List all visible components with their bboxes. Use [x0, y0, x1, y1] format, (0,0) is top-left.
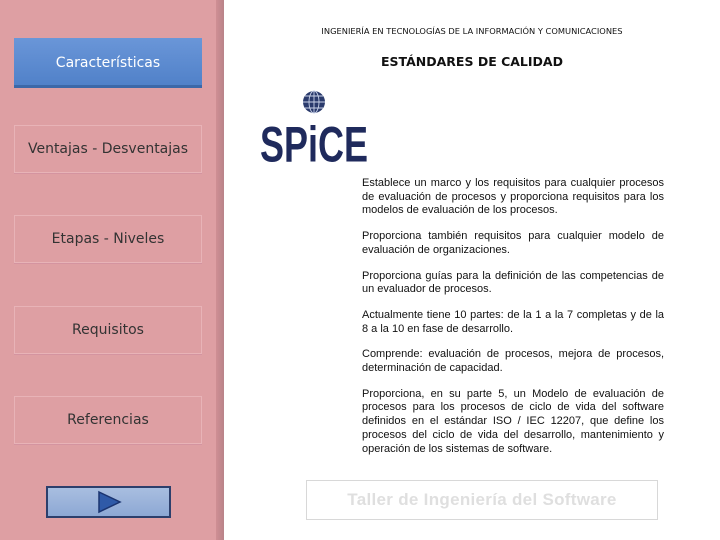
- sidebar: [0, 0, 224, 540]
- page-title: ESTÁNDARES DE CALIDAD: [381, 54, 563, 69]
- sidebar-edge: [216, 0, 224, 540]
- globe-icon: [303, 91, 325, 113]
- nav-item-label: Ventajas - Desventajas: [27, 141, 189, 157]
- nav-item-label: Requisitos: [72, 322, 144, 338]
- nav-item-referencias[interactable]: [14, 396, 202, 444]
- nav-item-etapas-niveles[interactable]: [14, 215, 202, 263]
- play-icon: [96, 491, 122, 513]
- nav-item-label: Referencias: [67, 412, 149, 428]
- content-text: [362, 177, 664, 468]
- course-header: INGENIERÍA EN TECNOLOGÍAS DE LA INFORMACIÓN Y COMUNICACIONES: [321, 26, 623, 36]
- nav-item-label: Características: [55, 55, 161, 71]
- content-paragraph: Establece un marco y los requisitos para cualquier procesos de evaluación de procesos y proporciona requisitos para los modelos de evaluación de los procesos.: [362, 177, 664, 217]
- nav-item-caracteristicas[interactable]: [14, 38, 202, 88]
- spice-logo: [258, 86, 370, 173]
- content-paragraph: Proporciona, en su parte 5, un Modelo de evaluación de procesos para los procesos de ciclo de vida del software definidos en el estándar ISO / IEC 12207, que define los procesos del ciclo de vida del desarrollo, mantenimiento y operación de los sistemas de software.: [362, 387, 664, 455]
- nav-item-ventajas-desventajas[interactable]: [14, 125, 202, 173]
- svg-text:SPiCE: SPiCE: [260, 116, 368, 173]
- content-paragraph: Proporciona guías para la definición de las competencias de un evaluador de procesos.: [362, 269, 664, 296]
- watermark-text: Taller de Ingeniería del Software: [347, 490, 617, 509]
- watermark: [306, 480, 658, 520]
- content-paragraph: Actualmente tiene 10 partes: de la 1 a la 7 completas y de la 8 a la 10 en fase de desarrollo.: [362, 308, 664, 335]
- content-paragraph: Proporciona también requisitos para cualquier modelo de evaluación de organizaciones.: [362, 230, 664, 256]
- nav-item-label: Etapas - Niveles: [51, 231, 165, 247]
- nav-item-requisitos[interactable]: [14, 306, 202, 354]
- play-button[interactable]: [46, 486, 171, 518]
- content-paragraph: Comprende: evaluación de procesos, mejora de procesos, determinación de capacidad.: [362, 348, 664, 375]
